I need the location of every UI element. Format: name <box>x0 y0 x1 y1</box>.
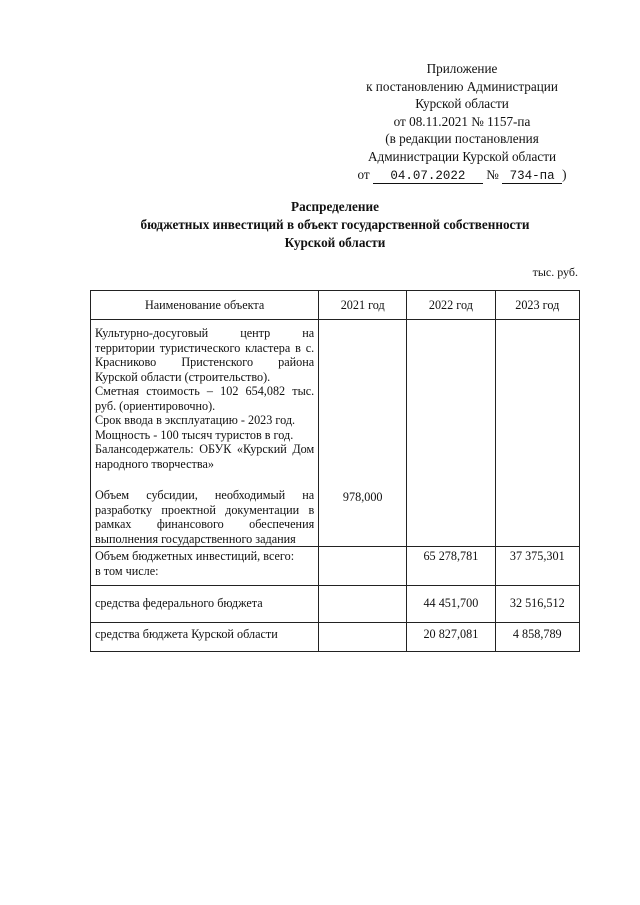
investment-table <box>90 290 580 652</box>
subsidy-2021: 978,000 <box>342 490 383 504</box>
object-description-5: Балансодержатель: ОБУК «Курский Дом народного творчества» <box>95 442 315 471</box>
federal-2023: 32 516,512 <box>509 596 565 610</box>
object-description-3: Срок ввода в эксплуатацию - 2023 год. <box>95 413 296 427</box>
total-2022: 65 278,781 <box>423 549 479 563</box>
object-description-2: Сметная стоимость – 102 654,082 тыс. руб. (ориентировочно). <box>95 384 315 413</box>
table-row <box>91 547 580 586</box>
amendment-number: 734-па <box>502 169 562 184</box>
subsidy-label: Объем субсидии, необходимый на разработку проектной документации в рамках финансового обеспечения выполнения государственного задания <box>95 488 315 546</box>
units-label: тыс. руб. <box>532 265 578 279</box>
federal-2023-cell <box>495 586 579 623</box>
object-cell <box>91 320 319 547</box>
appendix-line-4: от 08.11.2021 № 1157-па <box>393 113 531 129</box>
cell-2021 <box>319 320 407 547</box>
title-line-2: бюджетных инвестиций в объект государственной собственности <box>140 217 530 232</box>
title-line-3: Курской области <box>284 235 386 250</box>
table-row <box>91 586 580 623</box>
cell-2022-empty <box>407 320 495 547</box>
header-2022: 2022 год <box>407 291 495 320</box>
federal-cell <box>91 586 319 623</box>
total-2022-cell <box>407 547 495 586</box>
regional-2023: 4 858,789 <box>512 627 562 641</box>
object-description-4: Мощность - 100 тысяч туристов в год. <box>95 427 294 442</box>
federal-2021-empty <box>319 586 407 623</box>
total-2023: 37 375,301 <box>509 549 565 563</box>
date-prefix: от <box>357 166 370 182</box>
federal-label: средства федерального бюджета <box>95 596 263 610</box>
table-header-row <box>91 291 580 320</box>
regional-2023-cell <box>495 623 579 652</box>
appendix-line-6: Администрации Курской области <box>367 148 557 164</box>
total-cell <box>91 547 319 586</box>
total-label: Объем бюджетных инвестиций, всего: <box>95 549 295 563</box>
appendix-line-3: Курской области <box>415 96 509 112</box>
federal-2022: 44 451,700 <box>423 596 479 610</box>
object-description-1: Культурно-досуговый центр на территории туристического кластера в с. Красниково Пристенского района Курской области (строительство). <box>95 326 315 384</box>
number-prefix: № <box>486 166 499 182</box>
total-2023-cell <box>495 547 579 586</box>
amendment-date-line <box>340 166 584 184</box>
total-2021-empty <box>319 547 407 586</box>
regional-2022-cell <box>407 623 495 652</box>
regional-label: средства бюджета Курской области <box>95 627 278 641</box>
appendix-line-5: (в редакции постановления <box>385 131 539 147</box>
appendix-line-2: к постановлению Администрации <box>366 78 558 94</box>
table-row <box>91 623 580 652</box>
amendment-date: 04.07.2022 <box>373 169 483 184</box>
header-2023: 2023 год <box>495 291 579 320</box>
header-object-name: Наименование объекта <box>91 291 319 320</box>
regional-2022: 20 827,081 <box>423 627 479 641</box>
table-row <box>91 320 580 547</box>
header-2021: 2021 год <box>319 291 407 320</box>
title-line-1: Распределение <box>291 199 379 214</box>
number-suffix: ) <box>562 166 567 182</box>
document-title <box>90 198 580 252</box>
cell-2023-empty <box>495 320 579 547</box>
appendix-header <box>340 60 584 184</box>
including-label: в том числе: <box>95 563 159 578</box>
appendix-line-1: Приложение <box>426 61 498 76</box>
regional-2021-empty <box>319 623 407 652</box>
regional-cell <box>91 623 319 652</box>
federal-2022-cell <box>407 586 495 623</box>
